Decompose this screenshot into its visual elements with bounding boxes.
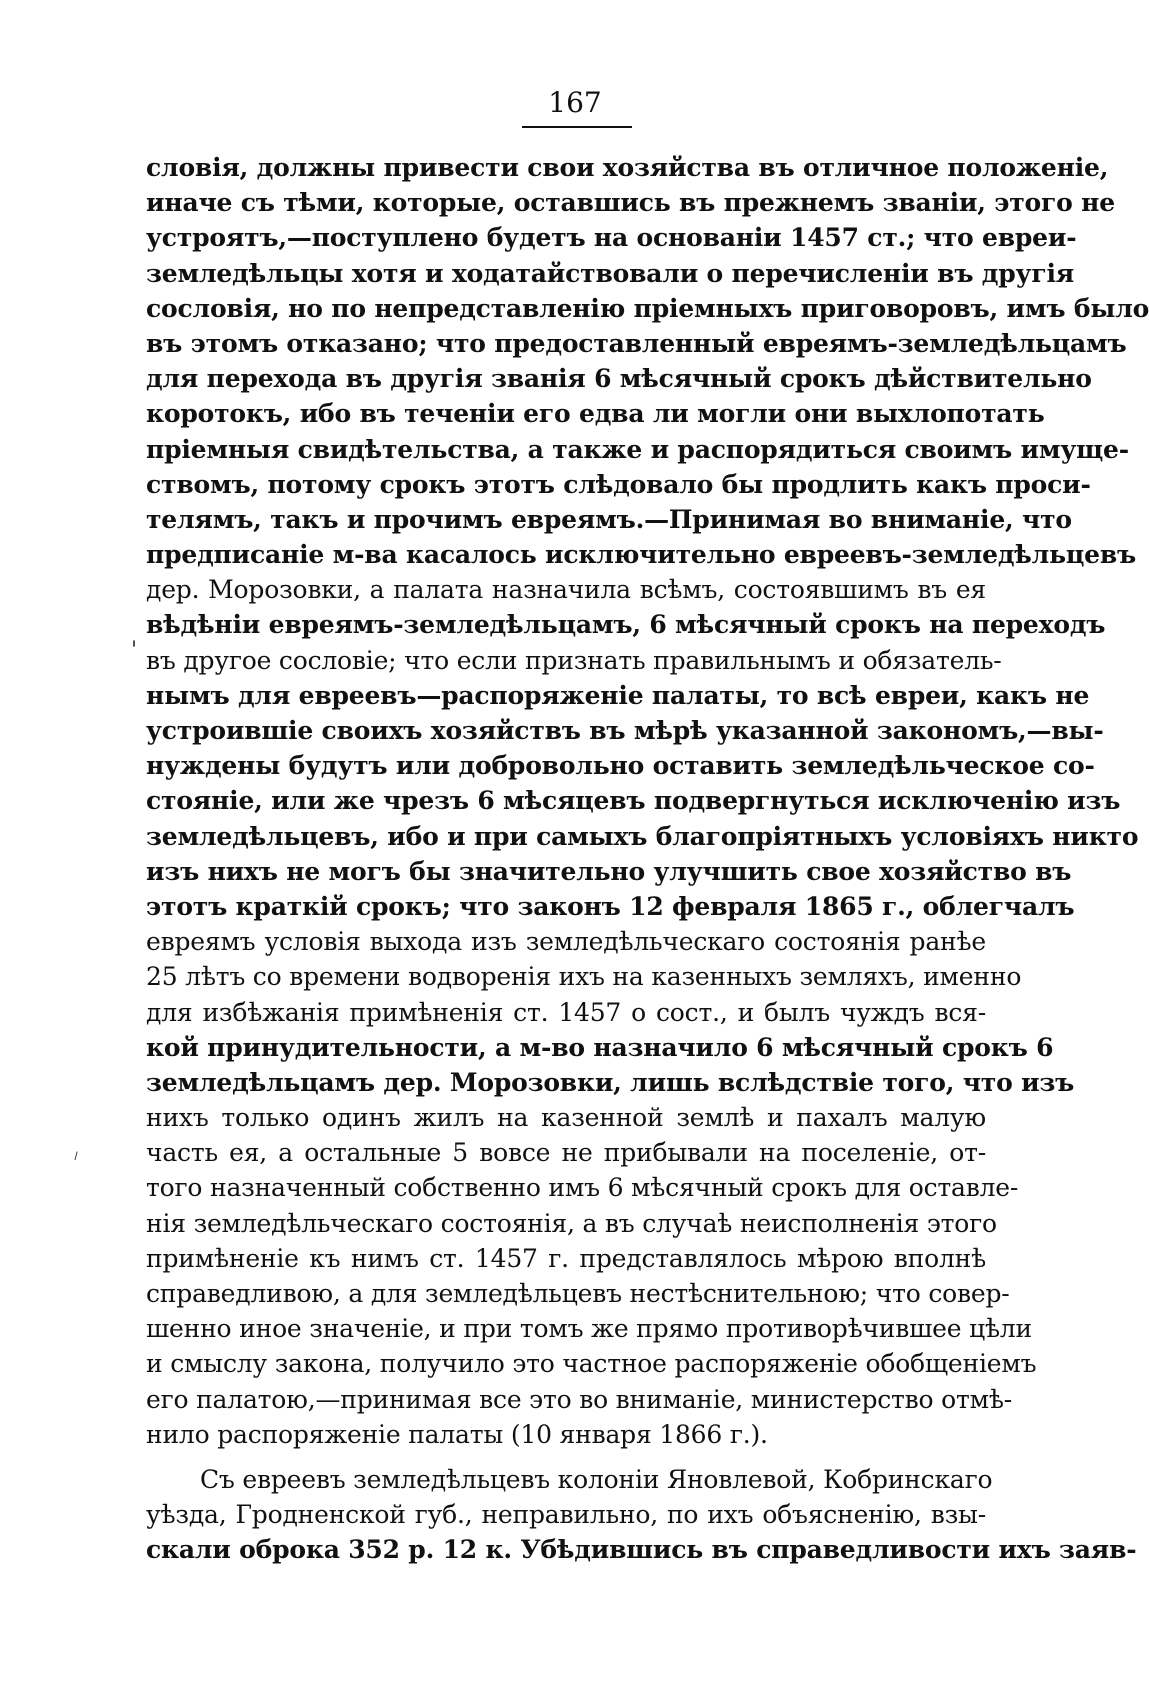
text-line: этотъ краткій срокъ; что законъ 12 февраля 1865 г., облегчалъ xyxy=(146,891,1075,921)
text-line: земледѣльцамъ дер. Морозовки, лишь вслѣдствіе того, что изъ xyxy=(146,1067,1075,1097)
text-line: нило распоряженіе палаты (10 января 1866 г.). xyxy=(146,1419,768,1449)
text-line: его палатою,—принимая все это во вниманіе, министерство отмѣ- xyxy=(146,1384,1012,1414)
text-line: устроившіе своихъ хозяйствъ въ мѣрѣ указанной закономъ,—вы- xyxy=(146,716,1104,745)
margin-mark: ⸝ xyxy=(65,1141,84,1164)
text-line: коротокъ, ибо въ теченіи его едва ли могли они выхлопотать xyxy=(146,399,1045,429)
text-line: стояніе, или же чрезъ 6 мѣсяцевъ подвергнуться исключенію изъ xyxy=(146,786,1121,816)
paragraph-2 xyxy=(146,1462,1137,1568)
text-line: того назначенный собственно имъ 6 мѣсячный срокъ для оставле- xyxy=(146,1173,1019,1203)
text-line: справедливою, а для земледѣльцевъ нестѣснительною; что совер- xyxy=(146,1279,1010,1308)
text-line: предписаніе м-ва касалось исключительно евреевъ-земледѣльцевъ xyxy=(146,540,1136,570)
text-line: ствомъ, потому срокъ этотъ слѣдовало бы продлить какъ проси- xyxy=(146,469,1091,499)
text-line: иначе съ тѣми, которые, оставшись въ прежнемъ званіи, этого не xyxy=(146,188,1115,218)
text-line: телямъ, такъ и прочимъ евреямъ.—Принимая во вниманіе, что xyxy=(146,504,1072,534)
text-line: дер. Морозовки, а палата назначила всѣмъ, состоявшимъ въ ея xyxy=(146,575,986,605)
text-line: для избѣжанія примѣненія ст. 1457 о сост., и былъ чуждъ вся- xyxy=(146,997,986,1027)
text-line: вѣдѣніи евреямъ-земледѣльцамъ, 6 мѣсячный срокъ на переходъ xyxy=(146,610,1106,640)
text-line: и смыслу закона, получило это частное распоряженіе обобщеніемъ xyxy=(146,1349,1037,1379)
text-line: земледѣльцы хотя и ходатайствовали о перечисленіи въ другія xyxy=(146,258,1075,288)
text-line: примѣненіе къ нимъ ст. 1457 г. представлялось мѣрою вполнѣ xyxy=(146,1243,986,1273)
page-number: 167 xyxy=(548,86,602,119)
text-line: нымъ для евреевъ—распоряженіе палаты, то всѣ евреи, какъ не xyxy=(146,680,1090,710)
text-line: въ другое сословіе; что если признать правильнымъ и обязатель- xyxy=(146,645,1002,675)
text-line: пріемныя свидѣтельства, а также и распорядиться своимъ имуще- xyxy=(146,434,1129,464)
text-line: въ этомъ отказано; что предоставленный евреямъ-земледѣльцамъ xyxy=(146,328,1127,358)
text-line: шенно иное значеніе, и при томъ же прямо противорѣчившее цѣли xyxy=(146,1314,1032,1344)
text-line: часть ея, а остальные 5 вовсе не прибывали на поселеніе, от- xyxy=(146,1138,986,1168)
text-line: земледѣльцевъ, ибо и при самыхъ благопріятныхъ условіяхъ никто xyxy=(146,821,1139,851)
text-line: нія земледѣльческаго состоянія, а въ случаѣ неисполненія этого xyxy=(146,1208,997,1238)
text-line: для перехода въ другія званія 6 мѣсячный срокъ дѣйствительно xyxy=(146,364,1092,394)
page-number-rule xyxy=(522,126,632,128)
text-line: уѣзда, Гродненской губ., неправильно, по ихъ объясненію, взы- xyxy=(146,1500,986,1530)
body-text xyxy=(146,150,1149,1568)
text-line: словія, должны привести свои хозяйства въ отличное положеніе, xyxy=(146,153,1109,182)
text-line: 25 лѣтъ со времени водворенія ихъ на казенныхъ земляхъ, именно xyxy=(146,962,1022,992)
margin-mark: ' xyxy=(131,638,138,663)
text-line: сословія, но по непредставленію пріемныхъ приговоровъ, имъ было xyxy=(146,293,1149,323)
text-line: нуждены будутъ или добровольно оставить земледѣльческое со- xyxy=(146,751,1095,781)
paragraph-1 xyxy=(146,150,1149,1452)
text-line: Съ евреевъ земледѣльцевъ колоніи Яновлевой, Кобринскаго xyxy=(200,1464,993,1494)
text-line: изъ нихъ не могъ бы значительно улучшить свое хозяйство въ xyxy=(146,856,1072,886)
text-line: евреямъ условія выхода изъ земледѣльческаго состоянія ранѣе xyxy=(146,927,986,957)
text-line: устроятъ,—поступлено будетъ на основаніи 1457 ст.; что евреи- xyxy=(146,223,1077,253)
text-line: кой принудительности, а м-во назначило 6 мѣсячный срокъ 6 xyxy=(146,1032,1054,1062)
text-line: нихъ только одинъ жилъ на казенной землѣ и пахалъ малую xyxy=(146,1103,986,1133)
text-line: скали оброка 352 р. 12 к. Убѣдившись въ справедливости ихъ заяв- xyxy=(146,1535,1137,1565)
